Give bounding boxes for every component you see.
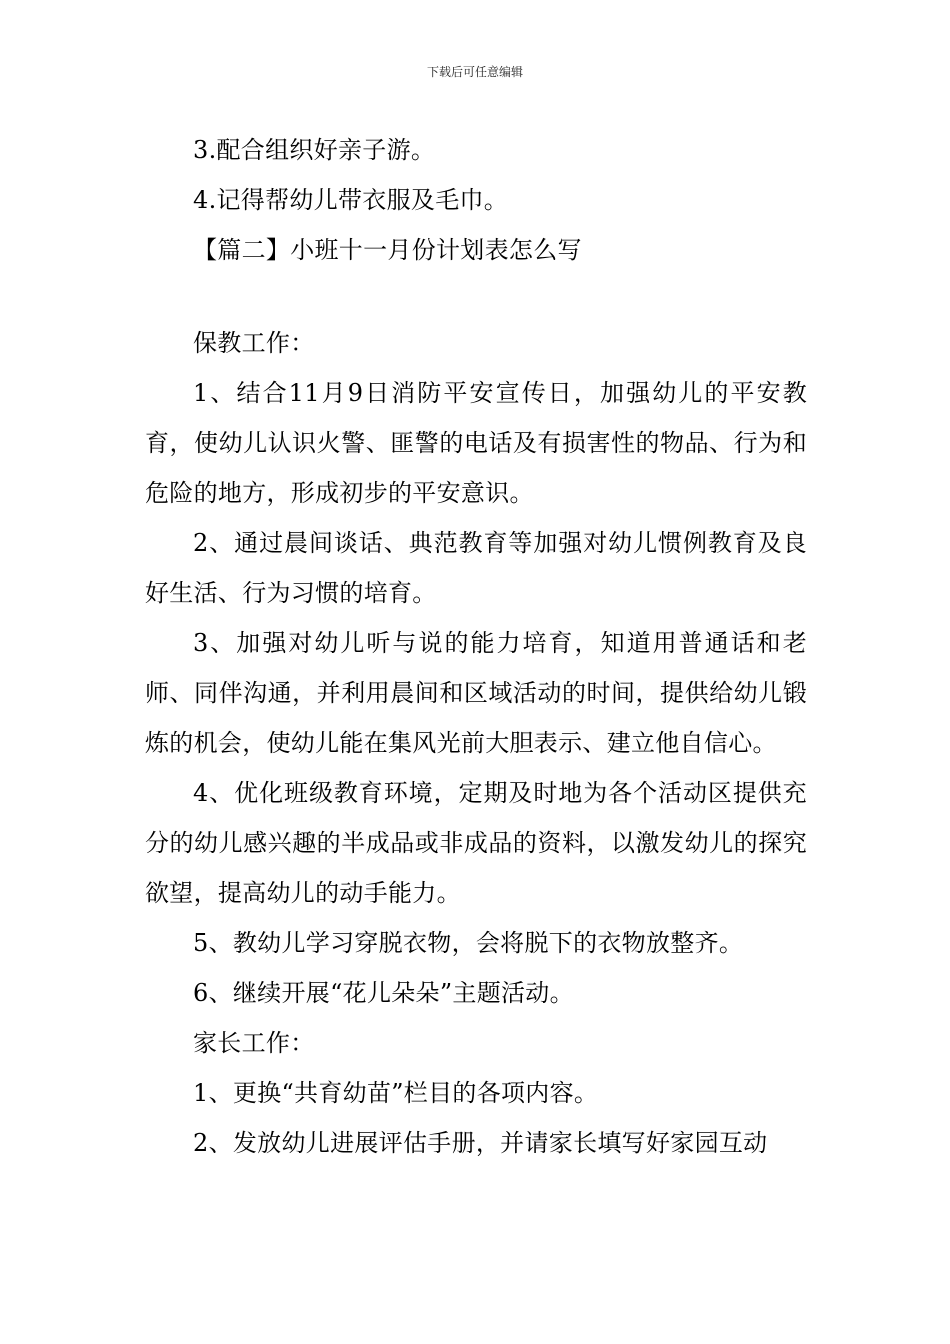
paragraph-care-5: 5、教幼儿学习穿脱衣物，会将脱下的衣物放整齐。: [193, 929, 744, 957]
paragraph-care-2: 2、通过晨间谈话、典范教育等加强对幼儿惯例教育及良好生活、行为习惯的培育。: [145, 529, 807, 607]
paragraph-item-4: 4.记得帮幼儿带衣服及毛巾。: [193, 186, 509, 214]
subheading-care-education: 保教工作：: [193, 329, 315, 357]
paragraph-parent-1: 1、更换“共育幼苗”栏目的各项内容。: [193, 1079, 599, 1107]
paragraph-parent-2: 2、发放幼儿进展评估手册，并请家长填写好家园互动: [193, 1129, 768, 1157]
paragraph-care-4: 4、优化班级教育环境，定期及时地为各个活动区提供充分的幼儿感兴趣的半成品或非成品的资料，以激发幼儿的探究欲望，提高幼儿的动手能力。: [145, 779, 807, 907]
paragraph-care-6: 6、继续开展“花儿朵朵”主题活动。: [193, 979, 574, 1007]
subheading-parent-work: 家长工作：: [193, 1029, 315, 1057]
page-header-note: 下载后可任意编辑: [426, 65, 523, 79]
paragraph-care-1: 1、结合11月9日消防平安宣传日，加强幼儿的平安教育，使幼儿认识火警、匪警的电话及有损害性的物品、行为和危险的地方，形成初步的平安意识。: [145, 379, 807, 507]
paragraph-item-3: 3.配合组织好亲子游。: [193, 136, 436, 164]
paragraph-care-3: 3、加强对幼儿听与说的能力培育，知道用普通话和老师、同伴沟通，并利用晨间和区域活动的时间，提供给幼儿锻炼的机会，使幼儿能在集风光前大胆表示、建立他自信心。: [145, 629, 807, 757]
section-spacer: [145, 275, 807, 318]
section-heading: 【篇二】小班十一月份计划表怎么写: [193, 236, 582, 264]
document-body: [145, 125, 807, 1168]
